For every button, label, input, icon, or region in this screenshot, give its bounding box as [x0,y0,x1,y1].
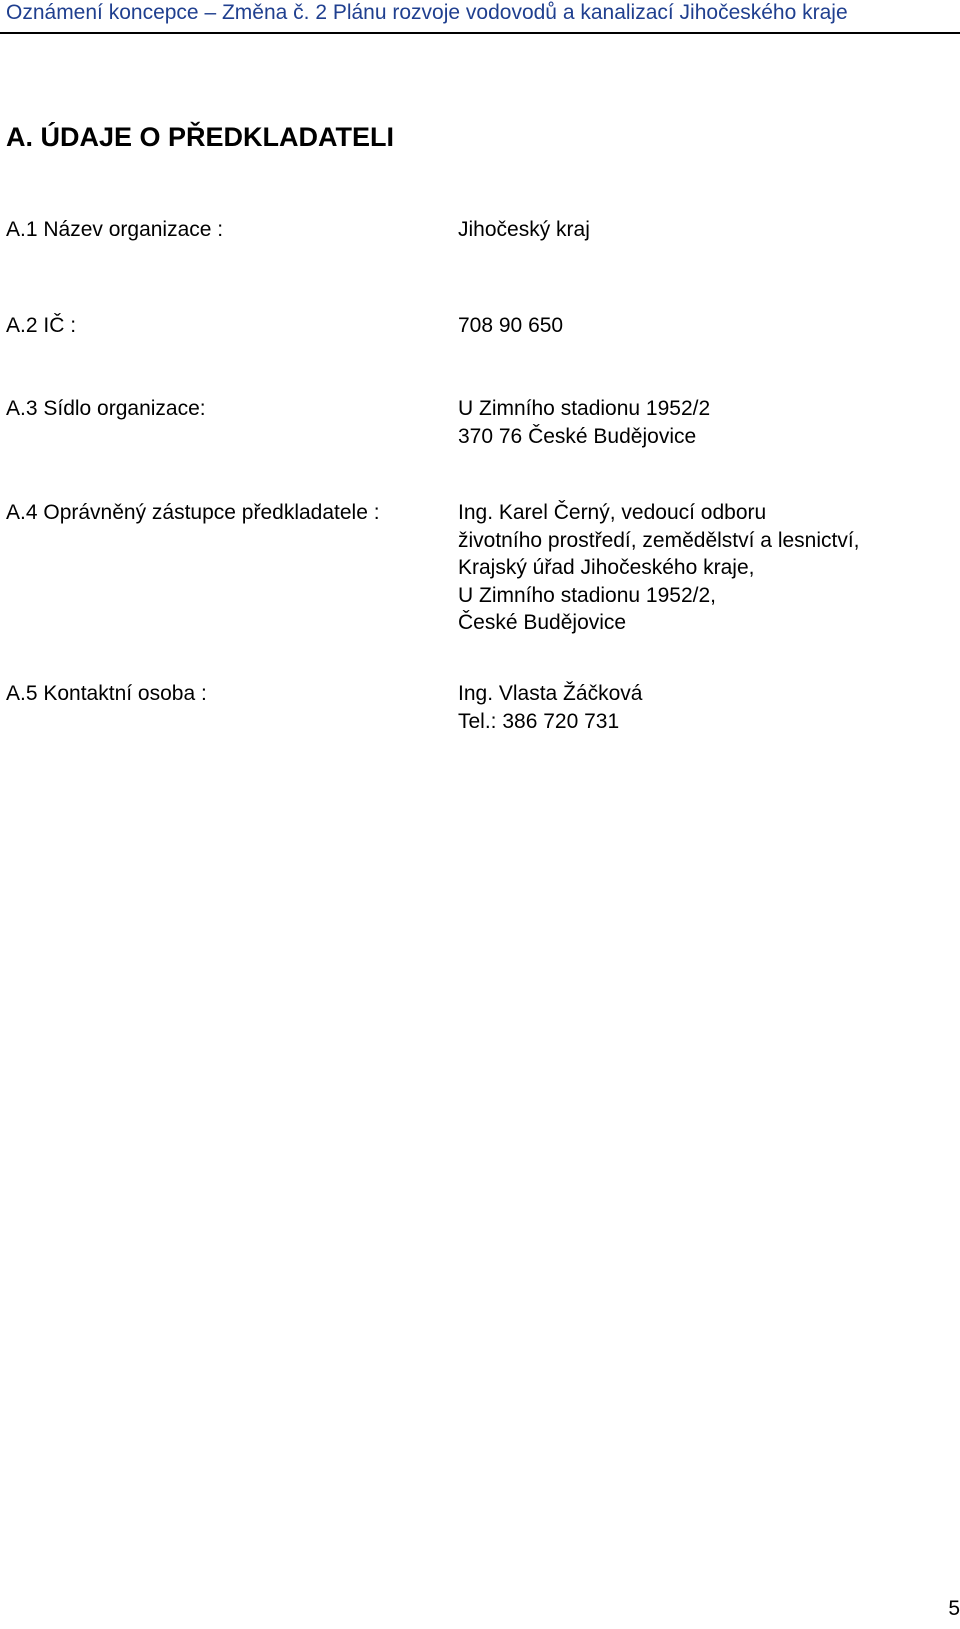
row-label-representative: A.4 Oprávněný zástupce předkladatele : [6,501,380,524]
value-line: 708 90 650 [458,314,564,337]
value-line: Ing. Karel Černý, vedoucí odboru [458,501,767,524]
page-number: 5 [948,1597,960,1620]
running-header: Oznámení koncepce – Změna č. 2 Plánu rozvoje vodovodů a kanalizací Jihočeského kraje [6,1,848,24]
value-line: 370 76 České Budějovice [458,424,697,448]
value-line: U Zimního stadionu 1952/2 [458,397,711,420]
row-value-organization-name [458,216,590,244]
value-line: Tel.: 386 720 731 [458,709,620,733]
row-value-seat [458,395,710,450]
row-label-ico: A.2 IČ : [6,314,77,337]
value-line: životního prostředí, zemědělství a lesnictví, [458,528,860,552]
row-value-contact-person [458,680,642,735]
row-value-representative [458,499,860,637]
row-label-contact-person: A.5 Kontaktní osoba : [6,682,207,705]
value-line: České Budějovice [458,611,627,634]
value-line: U Zimního stadionu 1952/2, [458,583,716,607]
value-line: Krajský úřad Jihočeského kraje, [458,556,755,579]
value-line: Ing. Vlasta Žáčková [458,682,643,705]
value-line: Jihočeský kraj [458,218,590,241]
row-value-ico [458,312,563,340]
row-label-organization-name: A.1 Název organizace : [6,218,224,241]
section-heading: A. ÚDAJE O PŘEDKLADATELI [6,122,395,152]
row-label-seat: A.3 Sídlo organizace: [6,397,206,420]
header-rule [0,32,960,34]
